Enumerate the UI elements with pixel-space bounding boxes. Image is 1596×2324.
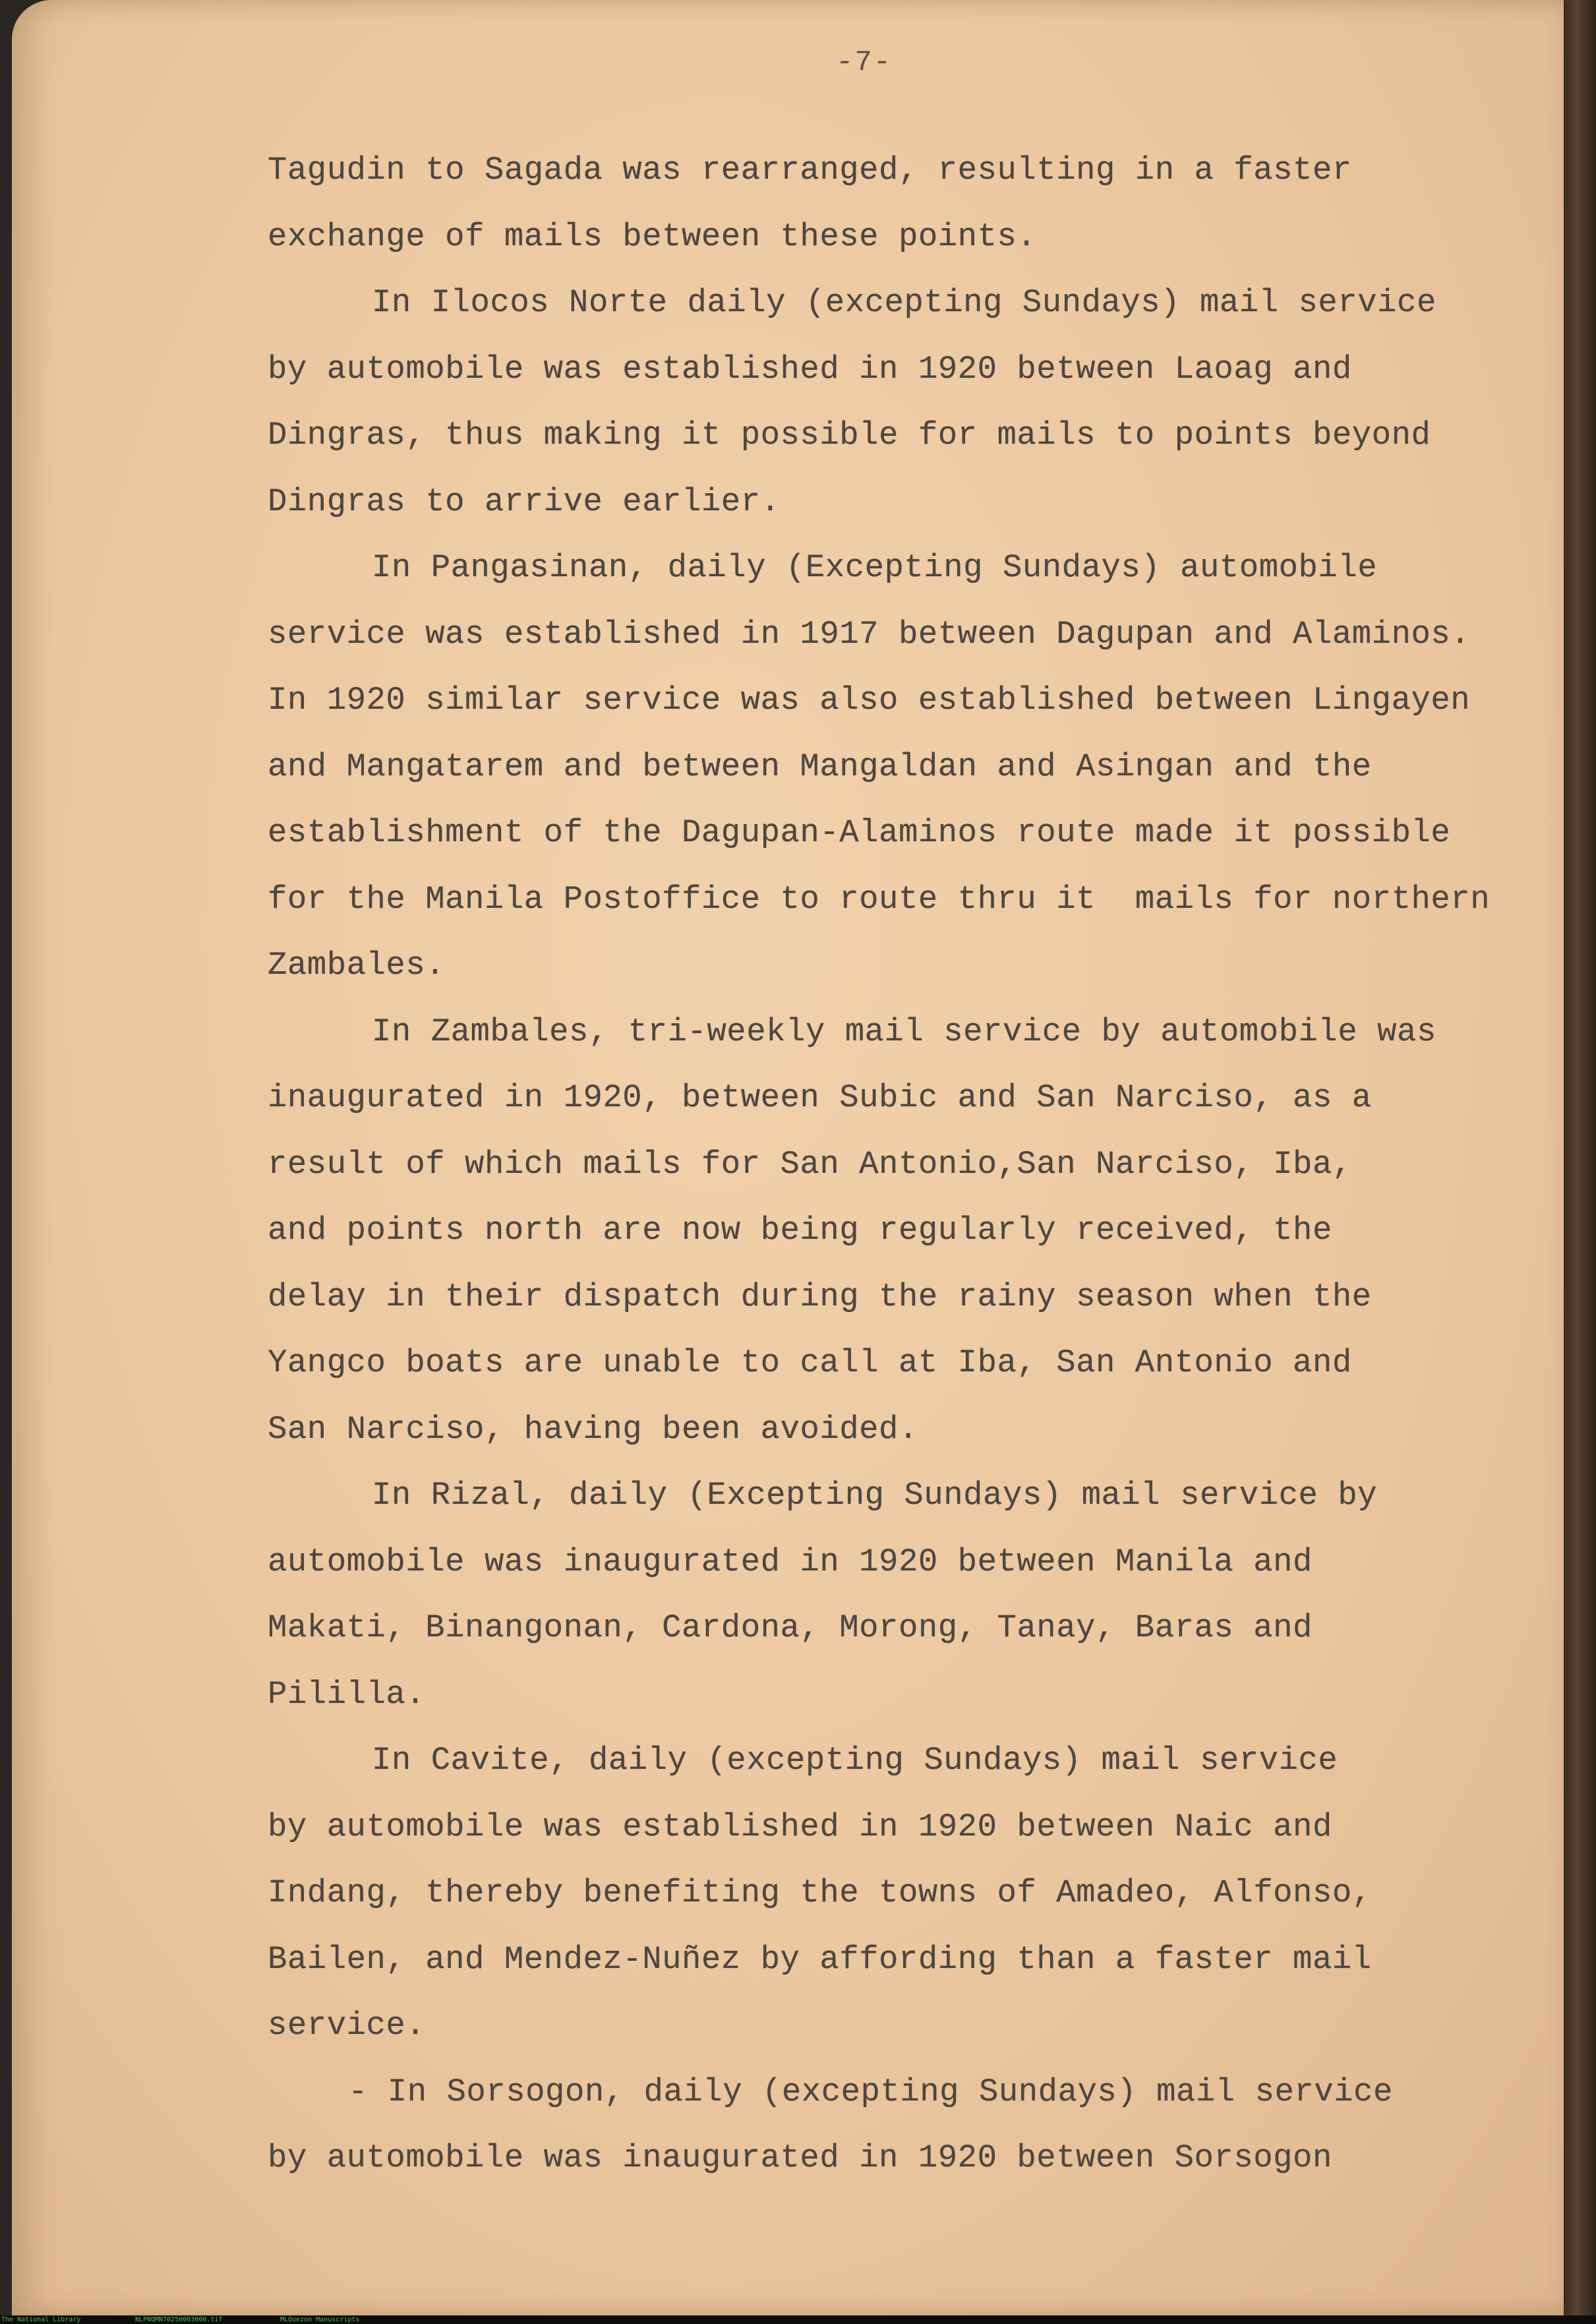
text-line: In Zambales, tri-weekly mail service by automobile was (372, 1013, 1436, 1050)
text-line: by automobile was established in 1920 between Naic and (268, 1808, 1332, 1845)
text-line: Pililla. (268, 1675, 426, 1713)
text-line: result of which mails for San Antonio,San Narciso, Iba, (268, 1145, 1352, 1183)
text-line: In Rizal, daily (Excepting Sundays) mail service by (372, 1477, 1378, 1514)
text-line: - In Sorsogon, daily (excepting Sundays) mail service (348, 2073, 1393, 2110)
text-line: Yangco boats are unable to call at Iba, San Antonio and (268, 1344, 1352, 1381)
text-line: In Ilocos Norte daily (excepting Sundays) mail service (372, 284, 1436, 321)
footer-file: NLPNQMN70250003000.tif (135, 2316, 223, 2323)
text-line: Tagudin to Sagada was rearranged, resulting in a faster (268, 152, 1352, 189)
scan-footer (0, 2315, 1596, 2324)
text-line: Zambales. (268, 947, 446, 984)
text-line: In Cavite, daily (excepting Sundays) mail service (372, 1742, 1338, 1779)
text-line: In Pangasinan, daily (Excepting Sundays) automobile (372, 549, 1378, 586)
text-line: automobile was inaugurated in 1920 between Manila and (268, 1543, 1313, 1580)
page-number: -7- (836, 46, 893, 79)
text-line: exchange of mails between these points. (268, 218, 1037, 255)
footer-library: The National Library (1, 2316, 81, 2323)
text-line: and Mangatarem and between Mangaldan and Asingan and the (268, 748, 1372, 785)
text-line: Indang, thereby benefiting the towns of Amadeo, Alfonso, (268, 1874, 1372, 1911)
text-line: service was established in 1917 between Dagupan and Alaminos. (268, 615, 1471, 653)
paper-page (12, 0, 1578, 2315)
text-line: In 1920 similar service was also established between Lingayen (268, 682, 1471, 719)
text-line: and points north are now being regularly received, the (268, 1212, 1332, 1249)
binding-edge (1564, 0, 1596, 2315)
text-line: establishment of the Dagupan-Alaminos route made it possible (268, 814, 1451, 851)
text-line: Makati, Binangonan, Cardona, Morong, Tanay, Baras and (268, 1609, 1313, 1646)
text-line: Dingras, thus making it possible for mails to points beyond (268, 417, 1431, 454)
text-line: by automobile was inaugurated in 1920 between Sorsogon (268, 2139, 1332, 2176)
text-line: by automobile was established in 1920 between Laoag and (268, 350, 1352, 388)
text-line: San Narciso, having been avoided. (268, 1410, 918, 1448)
text-line: service. (268, 2007, 426, 2044)
typed-body-text (268, 137, 1520, 2191)
text-line: for the Manila Postoffice to route thru it mails for northern (268, 880, 1491, 918)
text-line: inaugurated in 1920, between Subic and San Narciso, as a (268, 1079, 1372, 1116)
text-line: Bailen, and Mendez-Nuñez by affording than a faster mail (268, 1940, 1372, 1978)
footer-collection: MLQuezon Manuscripts (280, 2316, 360, 2323)
text-line: Dingras to arrive earlier. (268, 483, 781, 520)
text-line: delay in their dispatch during the rainy season when the (268, 1278, 1372, 1315)
